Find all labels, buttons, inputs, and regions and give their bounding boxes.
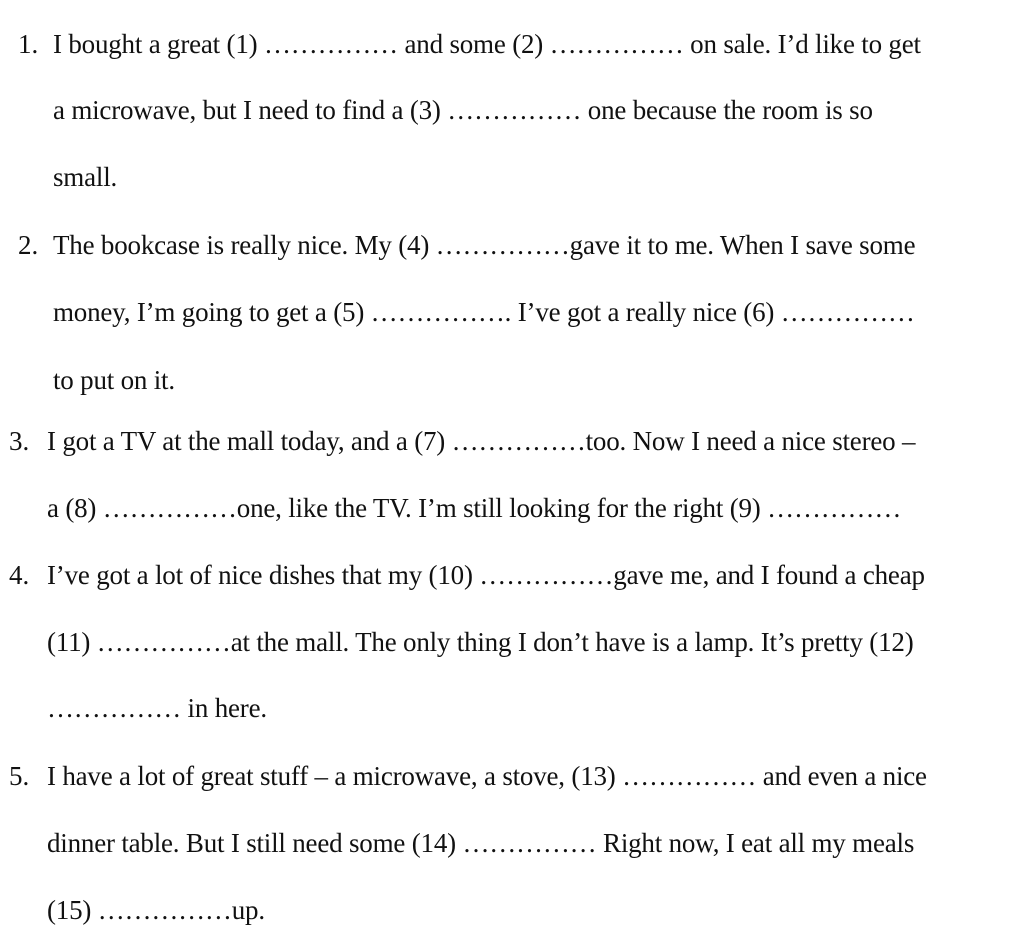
item-4-line-1: I’ve got a lot of nice dishes that my (10) ……………gave me, and I found a cheap (47, 560, 925, 590)
item-5-line-3: (15) ……………up. (47, 895, 265, 925)
item-5-number: 5. (9, 761, 30, 791)
item-5-line-2: dinner table. But I still need some (14) …………… Right now, I eat all my meals (47, 828, 915, 858)
item-4-line-2: (11) ……………at the mall. The only thing I don’t have is a lamp. It’s pretty (12) (47, 627, 914, 657)
item-4-number: 4. (9, 560, 30, 590)
item-3-number: 3. (9, 426, 30, 456)
item-2-line-1: The bookcase is really nice. My (4) ……………gave it to me. When I save some (53, 230, 916, 260)
item-5-line-1: I have a lot of great stuff – a microwave, a stove, (13) …………… and even a nice (47, 761, 927, 791)
item-3-line-1: I got a TV at the mall today, and a (7) ……………too. Now I need a nice stereo – (47, 426, 916, 456)
item-1-line-3: small. (53, 162, 118, 192)
item-3-line-2: a (8) ……………one, like the TV. I’m still looking for the right (9) …………… (47, 493, 902, 523)
item-1-number: 1. (18, 29, 39, 59)
item-2-number: 2. (18, 230, 39, 260)
item-2-line-2: money, I’m going to get a (5) ……………. I’ve got a really nice (6) …………… (53, 297, 915, 327)
item-1-line-2: a microwave, but I need to find a (3) …………… one because the room is so (53, 95, 873, 125)
item-2-line-3: to put on it. (53, 365, 175, 395)
item-4-line-3: …………… in here. (47, 693, 267, 723)
item-1-line-1: I bought a great (1) …………… and some (2) …………… on sale. I’d like to get (53, 29, 921, 59)
